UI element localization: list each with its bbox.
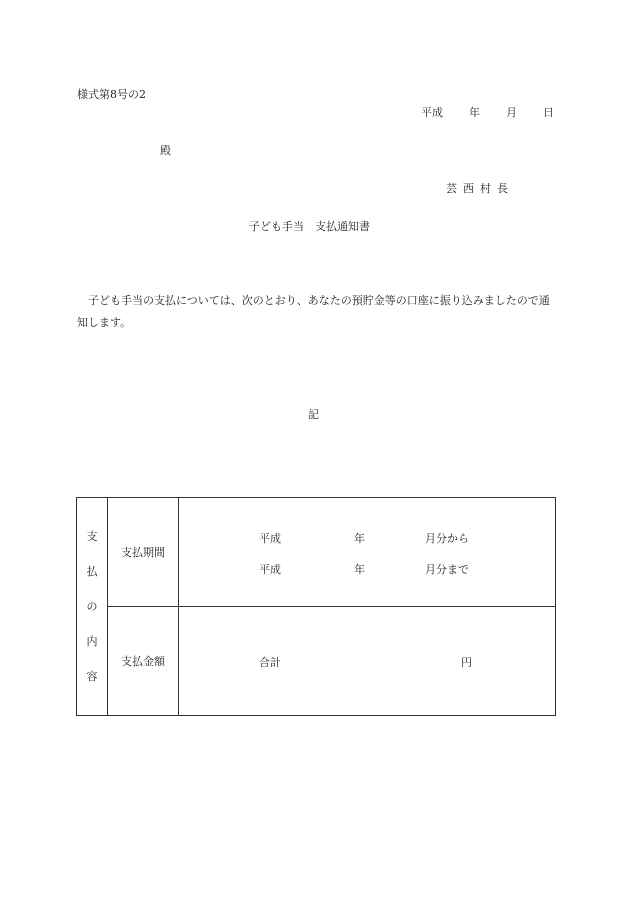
period-from-era: 平成 (259, 532, 281, 545)
period-label-cell (108, 498, 179, 607)
period-from-month: 月分から (425, 532, 469, 545)
addressee-suffix: 殿 (160, 144, 171, 157)
document-title: 子ども手当 支払通知書 (249, 220, 370, 233)
period-to-month: 月分まで (425, 563, 469, 576)
period-to-year: 年 (354, 563, 365, 576)
date-month: 月 (506, 106, 517, 119)
date-era: 平成 (421, 106, 443, 119)
amount-label-cell (108, 607, 179, 716)
amount-value-cell (179, 607, 556, 716)
amount-label: 支払金額 (121, 655, 165, 668)
period-to-era: 平成 (259, 563, 281, 576)
period-label: 支払期間 (121, 546, 165, 559)
payment-details-table (76, 497, 556, 716)
table-row-period (77, 498, 556, 607)
group-label-char: 払 (86, 565, 98, 578)
table-row-amount (77, 607, 556, 716)
ki-marker: 記 (308, 408, 319, 421)
period-from-year: 年 (354, 532, 365, 545)
group-label-char: 支 (86, 530, 98, 543)
date-year: 年 (469, 106, 480, 119)
form-number: 様式第8号の2 (77, 88, 146, 101)
amount-total-label: 合計 (259, 656, 281, 669)
amount-currency: 円 (461, 656, 472, 669)
date-line (421, 104, 554, 120)
group-label-char: 容 (86, 670, 98, 683)
issuer-name: 芸西村長 (446, 182, 514, 195)
date-day: 日 (543, 106, 554, 119)
group-label-char: の (86, 600, 98, 613)
period-value-cell (179, 498, 556, 607)
body-text: 子ども手当の支払については、次のとおり、あなたの預貯金等の口座に振り込みましたので通知します。 (77, 294, 550, 329)
group-label-cell (77, 498, 108, 716)
group-label-char: 内 (86, 635, 98, 648)
